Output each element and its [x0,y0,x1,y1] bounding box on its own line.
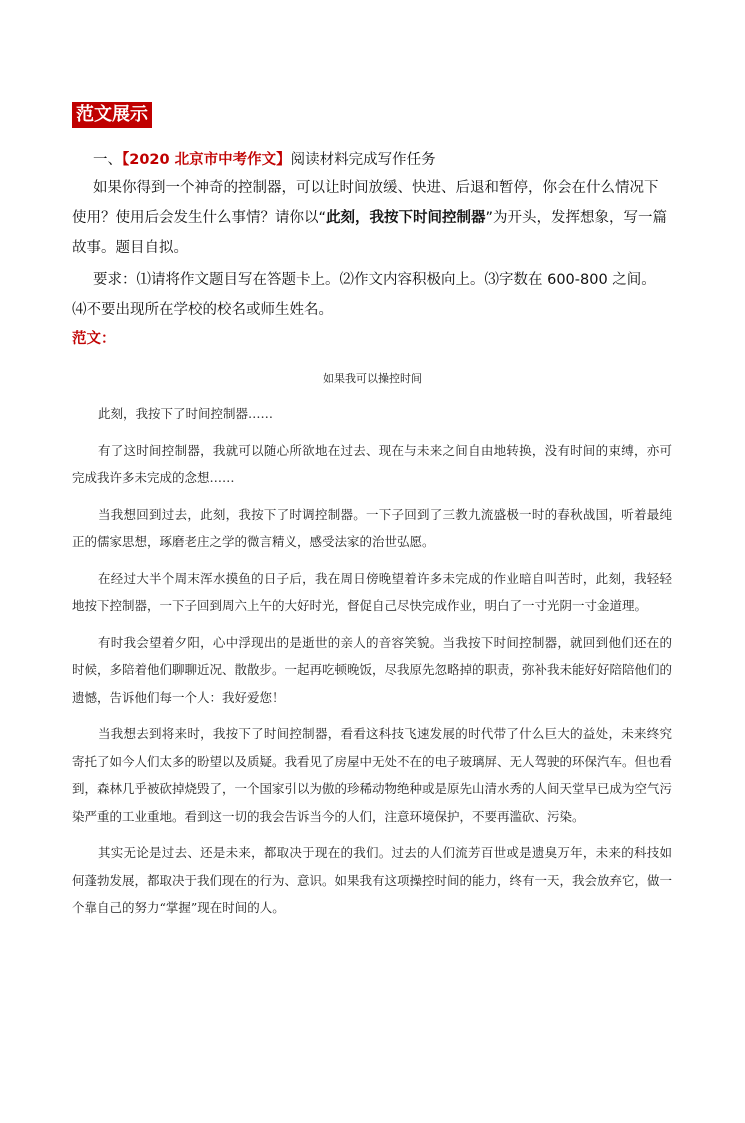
prompt-part1: 如果你得到一个神奇的控制器，可以让时间放缓、快进、后退和暂停，你会在什么情况下使用？使用后会发生什么事情？请你以“ [72,180,659,226]
task-prompt [72,173,670,263]
essay-paragraph: 当我想回到过去，此刻，我按下了时调控制器。一下子回到了三教九流盛极一时的春秋战国，听着最纯正的儒家思想，琢磨老庄之学的微言精义，感受法家的治世弘愿。 [72,506,672,549]
essay-body [72,400,672,931]
essay-paragraph: 在经过大半个周末浑水摸鱼的日子后，我在周日傍晚望着许多未完成的作业暗自叫苦时，此刻，我轻轻地按下控制器，一下子回到周六上午的大好时光，督促自己尽快完成作业，明白了一寸光阴一寸金道理。 [72,570,672,613]
task-heading [72,145,670,175]
essay-paragraph: 其实无论是过去、还是未来，都取决于现在的我们。过去的人们流芳百世或是遗臭万年，未来的科技如何蓬勃发展，都取决于我们现在的行为、意识。如果我有这项操控时间的能力，终有一天，我会放弃它，做一个靠自己的努力“掌握”现在时间的人。 [72,845,673,915]
task-prefix: 一、 [93,152,122,168]
essay-paragraph: 此刻，我按下了时间控制器…… [98,406,274,421]
essay-title: 如果我可以操控时间 [323,372,422,385]
task-requirements: 要求：⑴请将作文题目写在答题卡上。⑵作文内容积极向上。⑶字数在 600-800 之间。⑷不要出现所在学校的校名或师生姓名。 [72,272,656,318]
section-tag: 范文展示 [72,102,152,128]
prompt-bold: 此刻，我按下时间控制器 [326,210,486,226]
essay-paragraph: 当我想去到将来时，我按下了时间控制器，看看这科技飞速发展的时代带了什么巨大的益处，未来终究寄托了如今人们太多的盼望以及质疑。我看见了房屋中无处不在的电子玻璃屏、无人驾驶的环保汽车。但也看到，森林几乎被砍掉烧毁了，一个国家引以为傲的珍稀动物绝种或是原先山清水秀的人间天堂早已成为空气污染严重的工业重地。看到这一切的我会告诉当今的人们，注意环境保护，不要再滥砍、污染。 [72,726,673,824]
task-source: 【2020 北京市中考作文】 [122,152,291,168]
essay-paragraph: 有时我会望着夕阳，心中浮现出的是逝世的亲人的音容笑貌。当我按下时间控制器，就回到他们还在的时候，多陪着他们聊聊近况、散散步。一起再吃顿晚饭，尽我原先忽略掉的职责，弥补我未能好好陪陪他们的遗憾，告诉他们每一个人：我好爱您！ [72,634,673,705]
prompt-part2: ”为开头，发挥想象，写一篇故事。题目自拟。 [72,210,668,256]
sample-label: 范文： [72,331,116,347]
task-instruction: 阅读材料完成写作任务 [290,152,436,168]
essay-paragraph: 有了这时间控制器，我就可以随心所欲地在过去、现在与未来之间自由地转换，没有时间的束缚，亦可完成我许多未完成的念想…… [72,442,672,485]
